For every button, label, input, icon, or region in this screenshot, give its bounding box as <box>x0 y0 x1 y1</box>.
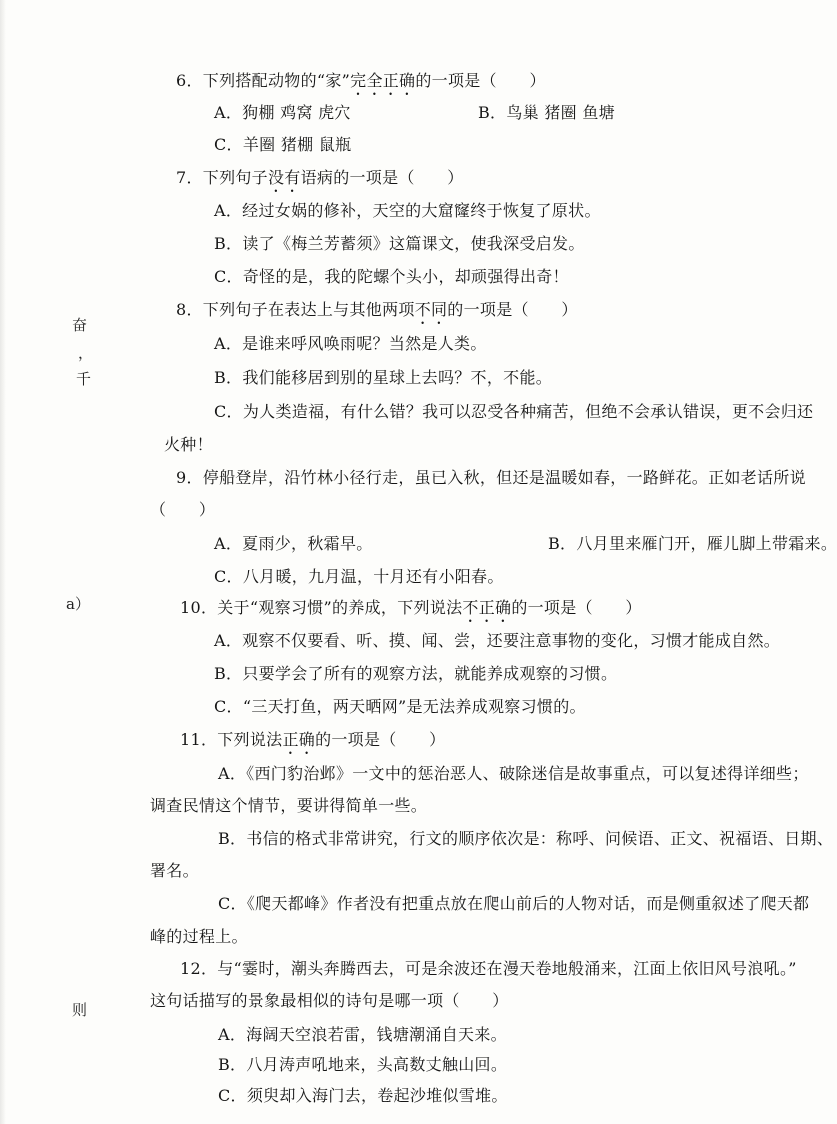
margin-fragment: 千 <box>76 370 92 388</box>
question-11-option-b-continuation: 署名。 <box>150 861 199 880</box>
question-7-option-a: A．经过女娲的修补，天空的大窟窿终于恢复了原状。 <box>214 201 601 220</box>
question-9-stem-continuation: （ ） <box>150 500 216 519</box>
margin-fragment: 奋 <box>72 316 88 334</box>
question-11-stem: 11．下列说法正确的一项是（ ） <box>180 730 446 749</box>
question-7-stem: 7．下列句子没有语病的一项是（ ） <box>176 168 464 187</box>
question-8-option-a: A．是谁来呼风唤雨呢？当然是人类。 <box>214 334 487 353</box>
question-11-option-a: A．《西门豹治邺》一文中的惩治恶人、破除迷信是故事重点，可以复述得详细些； <box>218 764 809 783</box>
question-10-option-a: A．观察不仅要看、听、摸、闻、尝，还要注意事物的变化，习惯才能成自然。 <box>214 631 781 650</box>
question-8-stem: 8．下列句子在表达上与其他两项不同的一项是（ ） <box>176 300 578 319</box>
question-12-option-a: A．海阔天空浪若雷，钱塘潮涌自天来。 <box>218 1025 507 1044</box>
question-7-option-b: B．读了《梅兰芳蓄须》这篇课文，使我深受启发。 <box>214 234 585 253</box>
question-8-option-c: C．为人类造福，有什么错？我可以忍受各种痛苦，但绝不会承认错误，更不会归还 <box>214 402 814 421</box>
margin-fragment: 则 <box>72 1001 88 1019</box>
question-10-stem: 10．关于“观察习惯”的养成，下列说法不正确的一项是（ ） <box>180 598 642 617</box>
question-8-option-c-continuation: 火种！ <box>164 435 213 454</box>
question-12-option-c: C．须臾却入海门去，卷起沙堆似雪堆。 <box>218 1086 508 1105</box>
scan-edge <box>0 0 6 1124</box>
question-6-option-c: C．羊圈 猪棚 鼠瓶 <box>214 135 352 154</box>
question-6-stem: 6．下列搭配动物的“家”完全正确的一项是（ ） <box>176 71 546 90</box>
question-8-option-b: B．我们能移居到别的星球上去吗？不，不能。 <box>214 368 553 387</box>
question-9-option-a: A．夏雨少，秋霜早。 <box>214 534 373 553</box>
question-12-option-b: B．八月涛声吼地来，头高数丈触山回。 <box>218 1055 508 1074</box>
question-9-stem: 9．停船登岸，沿竹林小径行走，虽已入秋，但还是温暖如春，一路鲜花。正如老话所说 <box>176 468 806 487</box>
question-9-option-c: C．八月暖，九月温，十月还有小阳春。 <box>214 567 504 586</box>
question-7-option-c: C．奇怪的是，我的陀螺个头小，却顽强得出奇！ <box>214 267 569 286</box>
margin-fragment: ， <box>78 344 94 362</box>
question-11-option-c-continuation: 峰的过程上。 <box>150 927 248 946</box>
question-12-stem: 12．与“霎时，潮头奔腾西去，可是余波还在漫天卷地般涌来，江面上依旧风号浪吼。” <box>180 959 797 978</box>
question-10-option-b: B．只要学会了所有的观察方法，就能养成观察的习惯。 <box>214 664 618 683</box>
question-6-option-b: B．鸟巢 猪圈 鱼塘 <box>478 103 615 122</box>
question-9-option-b: B．八月里来雁门开，雁儿脚上带霜来。 <box>548 534 837 553</box>
question-11-option-a-continuation: 调查民情这个情节，要讲得简单一些。 <box>150 796 428 815</box>
question-12-stem-continuation: 这句话描写的景象最相似的诗句是哪一项（ ） <box>150 991 509 1010</box>
question-11-option-c: C．《爬天都峰》作者没有把重点放在爬山前后的人物对话，而是侧重叙述了爬天都 <box>218 894 810 913</box>
margin-fragment: a） <box>66 595 90 613</box>
question-10-option-c: C．“三天打鱼，两天晒网”是无法养成观察习惯的。 <box>214 697 586 716</box>
question-6-option-a: A．狗棚 鸡窝 虎穴 <box>214 103 351 122</box>
question-11-option-b: B．书信的格式非常讲究，行文的顺序依次是：称呼、问候语、正文、祝福语、日期、 <box>218 829 834 848</box>
